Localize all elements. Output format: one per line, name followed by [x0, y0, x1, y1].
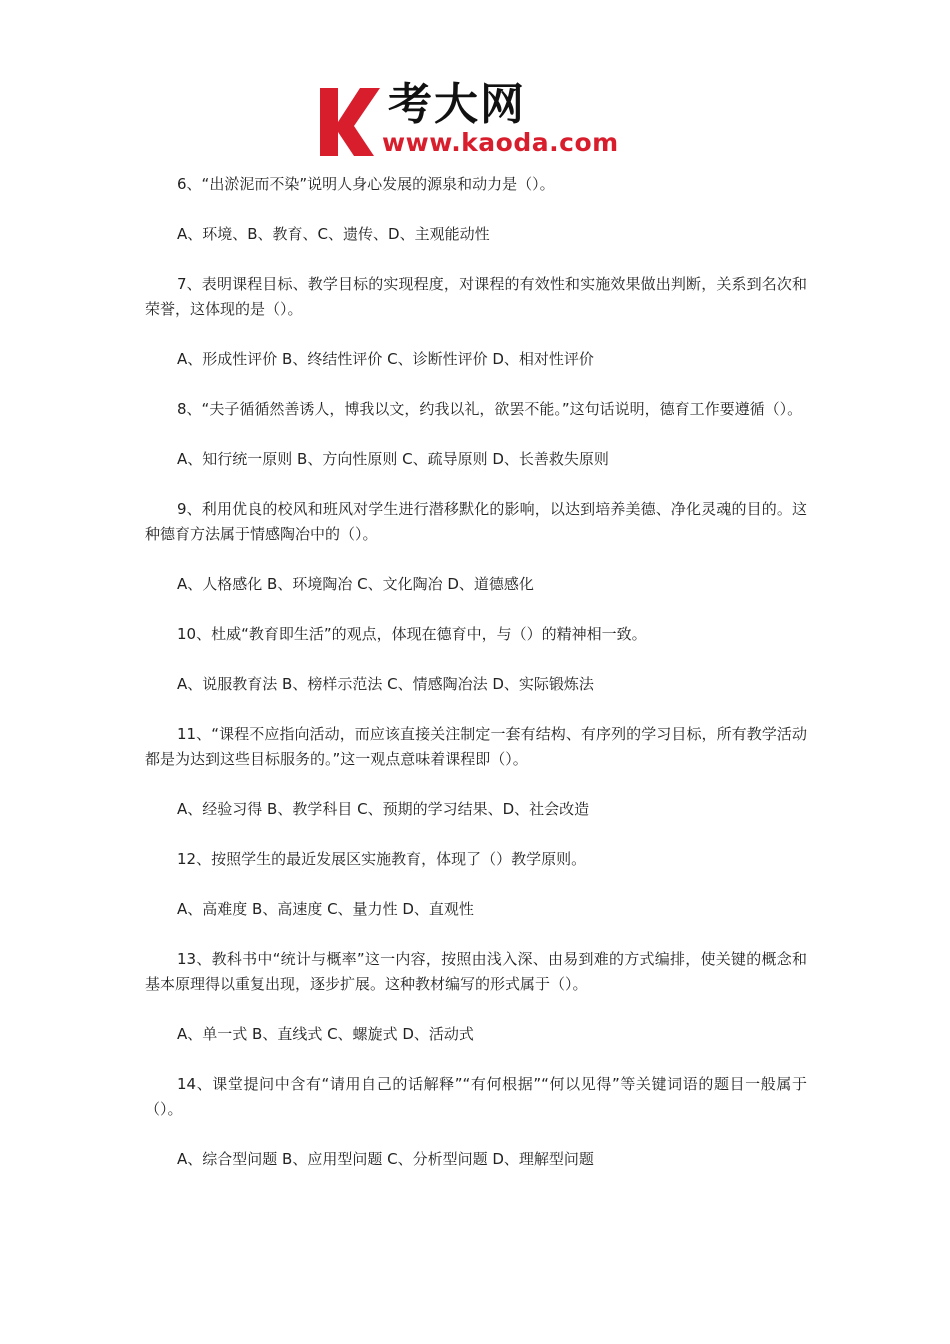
- question-8-options: A、知行统一原则 B、方向性原则 C、疏导原则 D、长善救失原则: [177, 450, 609, 468]
- question-6-options: A、环境、B、教育、C、遗传、D、主观能动性: [177, 225, 490, 243]
- logo-chinese-name: 考大网: [388, 79, 526, 130]
- question-12: 12、按照学生的最近发展区实施教育，体现了（）教学原则。: [177, 850, 587, 868]
- question-9: 9、利用优良的校风和班风对学生进行潜移默化的影响，以达到培养美德、净化灵魂的目的。这种德育方法属于情感陶冶中的（）。: [145, 500, 807, 543]
- logo-k-mark-icon: [316, 80, 386, 160]
- question-7: 7、表明课程目标、教学目标的实现程度，对课程的有效性和实施效果做出判断，关系到名次和荣誉，这体现的是（）。: [145, 275, 807, 318]
- question-6: 6、“出淤泥而不染”说明人身心发展的源泉和动力是（）。: [177, 175, 555, 193]
- question-13-options: A、单一式 B、直线式 C、螺旋式 D、活动式: [177, 1025, 474, 1043]
- question-10: 10、杜威“教育即生活”的观点，体现在德育中，与（）的精神相一致。: [177, 625, 647, 643]
- question-11: 11、“课程不应指向活动，而应该直接关注制定一套有结构、有序列的学习目标，所有教学活动都是为达到这些目标服务的。”这一观点意味着课程即（）。: [145, 725, 807, 768]
- question-12-options: A、高难度 B、高速度 C、量力性 D、直观性: [177, 900, 474, 918]
- question-14-options: A、综合型问题 B、应用型问题 C、分析型问题 D、理解型问题: [177, 1150, 594, 1168]
- question-9-options: A、人格感化 B、环境陶冶 C、文化陶冶 D、道德感化: [177, 575, 534, 593]
- site-logo: [316, 80, 646, 162]
- document-body: [145, 172, 807, 1197]
- logo-url: www.kaoda.com: [382, 128, 619, 157]
- question-7-options: A、形成性评价 B、终结性评价 C、诊断性评价 D、相对性评价: [177, 350, 594, 368]
- question-8: 8、“夫子循循然善诱人，博我以文，约我以礼，欲罢不能。”这句话说明，德育工作要遵循（）。: [177, 400, 803, 418]
- question-11-options: A、经验习得 B、教学科目 C、预期的学习结果、D、社会改造: [177, 800, 590, 818]
- question-13: 13、教科书中“统计与概率”这一内容，按照由浅入深、由易到难的方式编排，使关键的概念和基本原理得以重复出现，逐步扩展。这种教材编写的形式属于（）。: [145, 950, 807, 993]
- question-10-options: A、说服教育法 B、榜样示范法 C、情感陶冶法 D、实际锻炼法: [177, 675, 594, 693]
- question-14: 14、课堂提问中含有“请用自己的话解释”“有何根据”“何以见得”等关键词语的题目一般属于（）。: [145, 1075, 807, 1118]
